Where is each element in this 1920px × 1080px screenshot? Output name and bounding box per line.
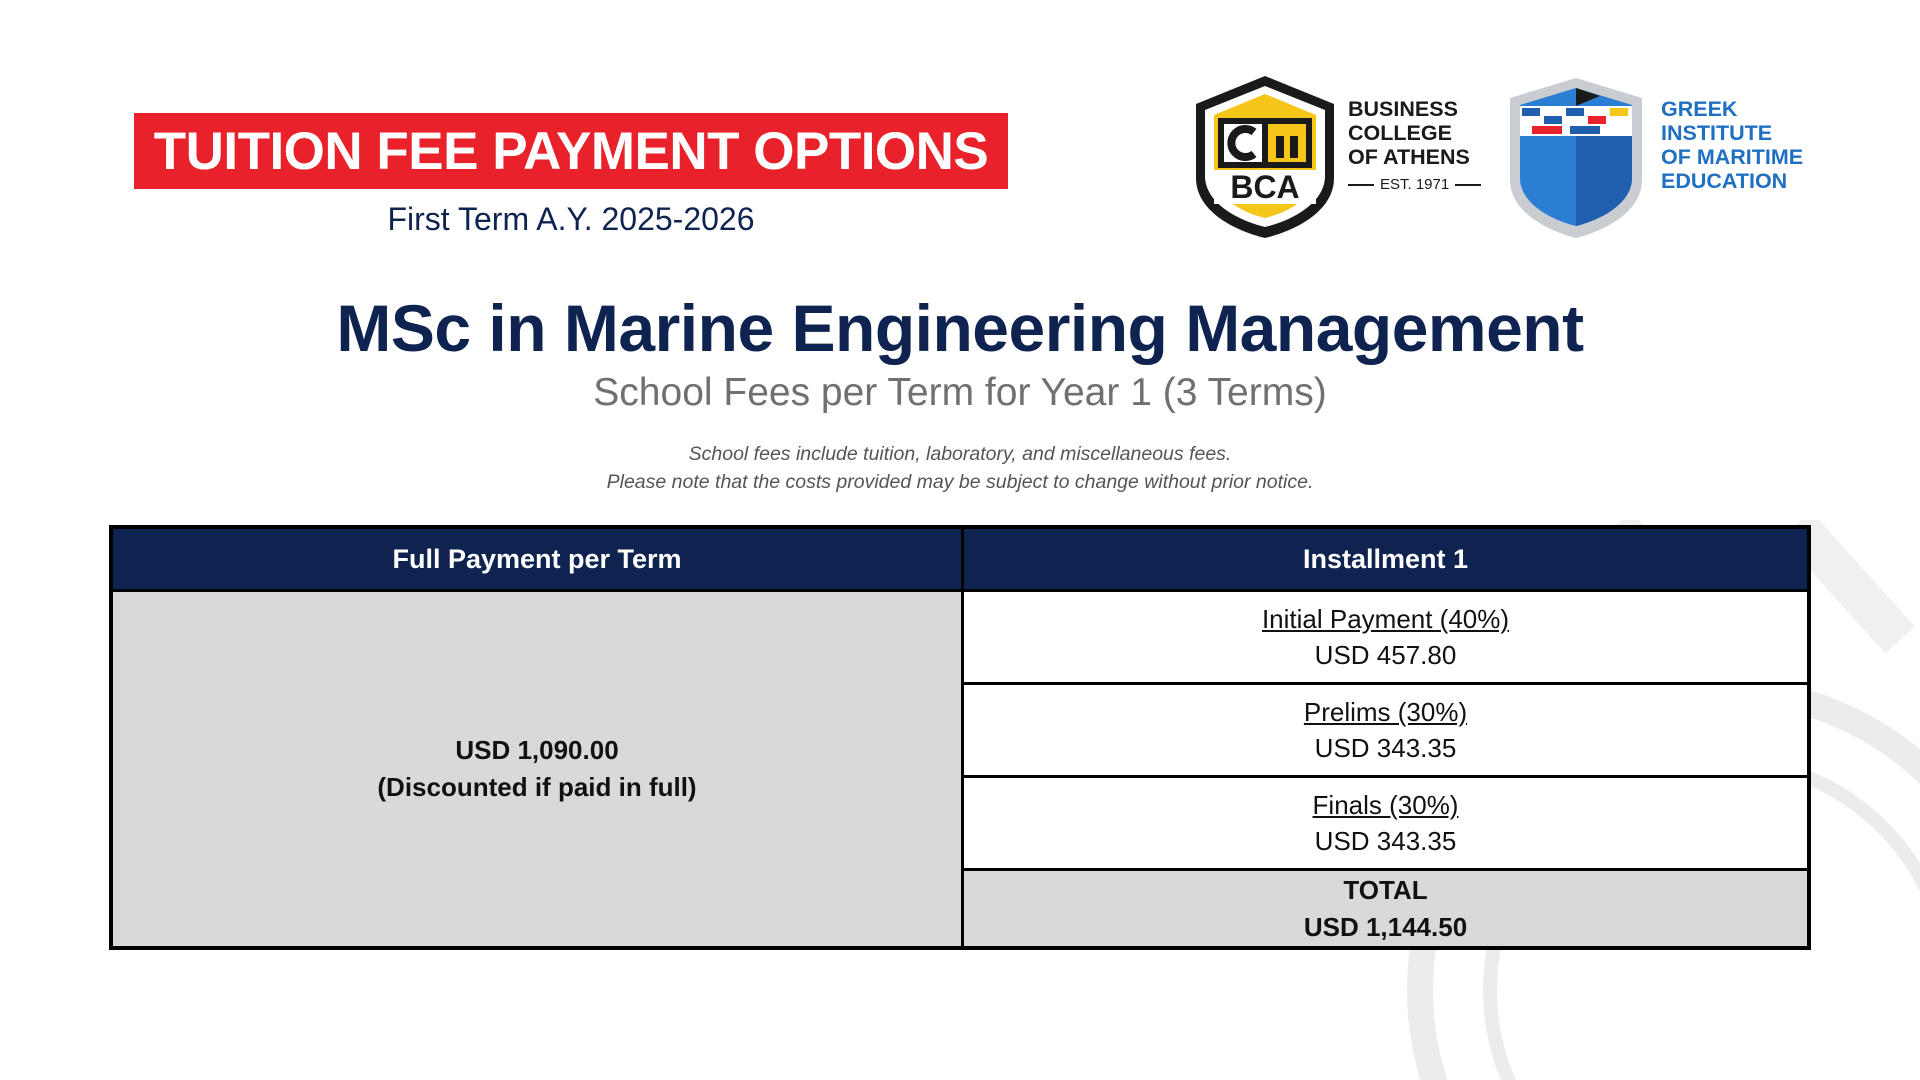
- term-label: First Term A.Y. 2025-2026: [387, 201, 755, 237]
- gime-name: [1661, 97, 1803, 193]
- installment-label: Initial Payment (40%): [1261, 604, 1510, 634]
- full-payment-amount: USD 1,090.00: [455, 735, 619, 765]
- bca-name-line: COLLEGE: [1348, 121, 1452, 145]
- divider: [1455, 184, 1481, 186]
- disclaimer-note: Please note that the costs provided may be subject to change without prior notice.: [606, 471, 1314, 493]
- fees-note: School fees include tuition, laboratory, and miscellaneous fees.: [688, 443, 1232, 465]
- full-payment-note: (Discounted if paid in full): [377, 772, 697, 802]
- bca-established: [1348, 173, 1481, 197]
- header-full-payment: Full Payment per Term: [113, 529, 961, 589]
- bca-mark-text: BCA: [1230, 169, 1300, 205]
- installment-amount: USD 343.35: [1314, 733, 1457, 763]
- gime-name-line: GREEK: [1661, 97, 1738, 121]
- installment-initial: [964, 592, 1807, 682]
- installment-finals: [964, 778, 1807, 868]
- gime-shield-logo: [1508, 76, 1644, 240]
- bca-name: [1348, 97, 1481, 197]
- divider: [1348, 184, 1374, 186]
- gime-name-line: OF MARITIME: [1661, 145, 1804, 169]
- bca-shield-logo: [1194, 74, 1336, 240]
- fee-table: [109, 525, 1811, 950]
- program-subtitle: School Fees per Term for Year 1 (3 Terms): [593, 371, 1327, 414]
- installment-label: Prelims (30%): [1303, 697, 1468, 727]
- banner-title: TUITION FEE PAYMENT OPTIONS: [134, 113, 1008, 189]
- bca-name-line: BUSINESS: [1348, 97, 1458, 121]
- header-installment: Installment 1: [964, 529, 1807, 589]
- installment-label: Finals (30%): [1312, 790, 1459, 820]
- installment-total: [964, 871, 1807, 946]
- gime-name-line: EDUCATION: [1661, 169, 1788, 193]
- bca-name-line: OF ATHENS: [1348, 145, 1470, 169]
- gime-name-line: INSTITUTE: [1661, 121, 1773, 145]
- installment-prelims: [964, 685, 1807, 775]
- full-payment-cell: [113, 592, 961, 946]
- installment-amount: USD 343.35: [1314, 826, 1457, 856]
- program-title: MSc in Marine Engineering Management: [336, 291, 1584, 365]
- bca-est-label: EST. 1971: [1380, 176, 1450, 193]
- installment-amount: USD 457.80: [1314, 640, 1457, 670]
- total-amount: USD 1,144.50: [1303, 911, 1468, 942]
- total-label: TOTAL: [1343, 874, 1428, 905]
